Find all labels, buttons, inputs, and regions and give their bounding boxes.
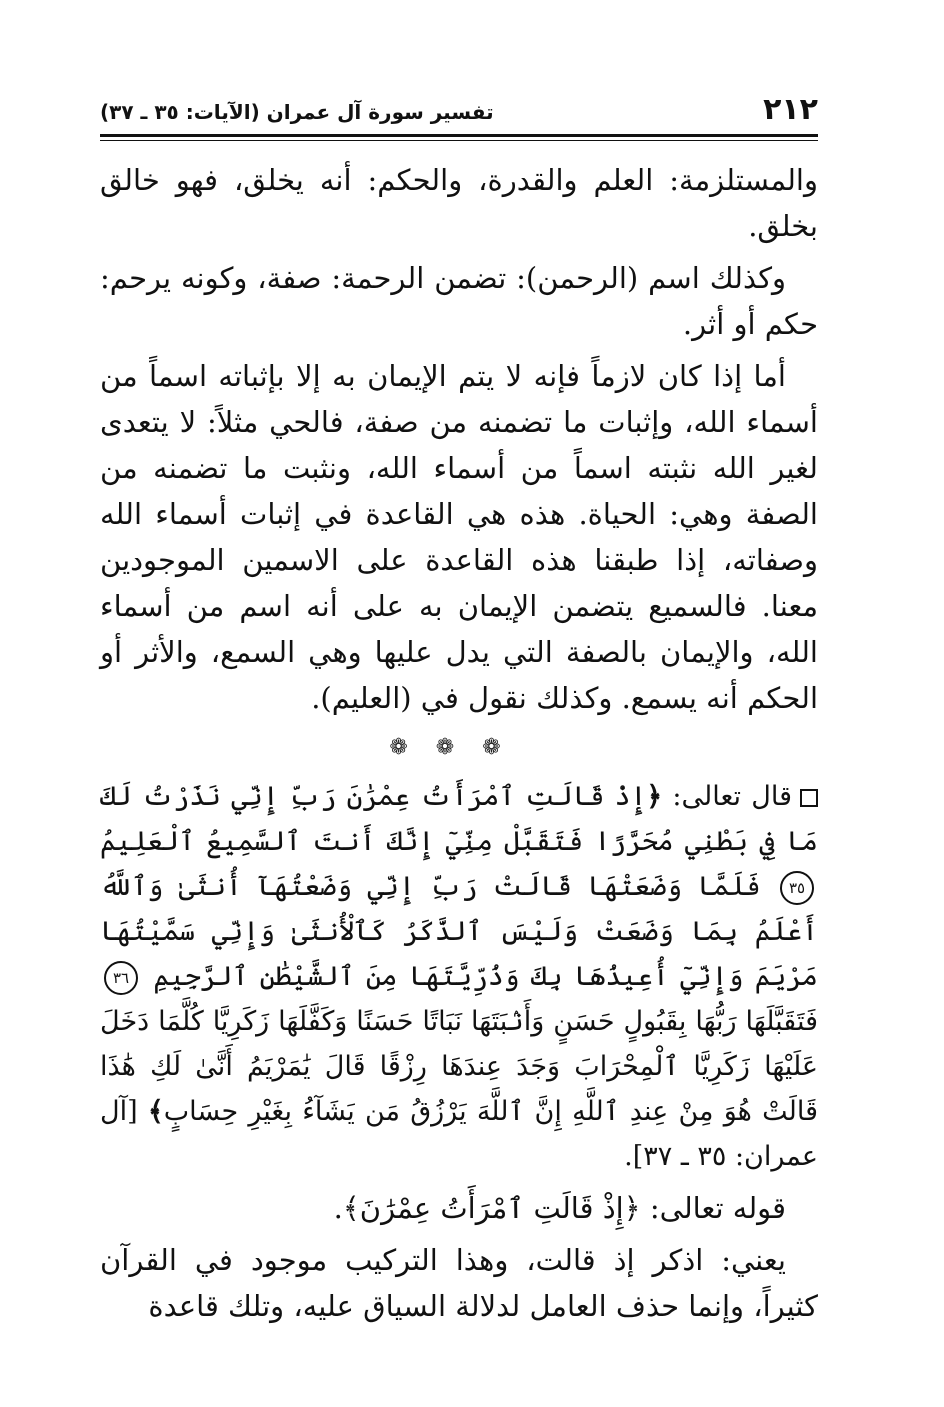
running-title: تفسير سورة آل عمران (الآيات: ٣٥ ـ ٣٧) (100, 100, 494, 124)
quran-paragraph (100, 774, 818, 1179)
ayah-number-35: ٣٥ (780, 871, 814, 905)
verse-36: فَلَمَّا وَضَعَتْهَا قَالَتْ رَبِّ إِنِّي وَضَعْتُهَآ أُنثَىٰ وَٱللَّهُ أَعْلَمُ بِمَا وَضَعَتْ وَلَيْسَ ٱلذَّكَرُ كَٱلْأُنثَىٰ وَإِنِّي سَمَّيْتُهَا مَرْيَمَ وَإِنِّيٓ أُعِيذُهَا بِكَ وَذُرِّيَّتَهَا مِنَ ٱلشَّيْطَٰنِ ٱلرَّجِيمِ (100, 871, 818, 992)
ayah-number-36: ٣٦ (104, 961, 138, 995)
commentary-end: . (333, 1191, 343, 1225)
square-bullet-icon (800, 789, 818, 807)
paragraph-1: والمستلزمة: العلم والقدرة، والحكم: أنه يخلق، فهو خالق بخلق. (100, 163, 818, 243)
header-rule-thin (100, 140, 818, 141)
body-text (100, 157, 818, 1329)
paragraph-2: وكذلك اسم (الرحمن): تضمن الرحمة: صفة، وكونه يرحم: حكم أو أثر. (100, 261, 818, 341)
section-divider: ❁❁❁ (389, 735, 529, 760)
page-number: ٢١٢ (763, 92, 818, 127)
verse-35: إِذْ قَالَتِ ٱمْرَأَتُ عِمْرَٰنَ رَبِّ إِنِّي نَذَرْتُ لَكَ مَا فِي بَطْنِي مُحَرَّرًا فَتَقَبَّلْ مِنِّيٓ إِنَّكَ أَنتَ ٱلسَّمِيعُ ٱلْعَلِيمُ (100, 781, 818, 857)
close-bracket: ﴾ (147, 1096, 164, 1127)
paragraph-3: أما إذا كان لازماً فإنه لا يتم الإيمان به إلا بإثباته اسماً من أسماء الله، وإثبات ما تضمنه من صفة، فالحي مثلاً: لا يتعدى لغير الله نثبته اسماً من أسماء الله، ونثبت ما تضمنه من الصفة وهي: الحياة. هذه هي القاعدة في إثبات أسماء الله وصفاته، إذا طبقنا هذه القاعدة على الاسمين الموجودين معنا. فالسميع يتضمن الإيمان به على أنه اسم من أسماء الله، والإيمان بالصفة التي يدل عليها وهي السمع، والأثر أو الحكم أنه يسمع. وكذلك نقول في (العليم). (100, 359, 818, 715)
commentary-heading (100, 1185, 818, 1231)
commentary-quote: ﴿إِذْ قَالَتِ ٱمْرَأَتُ عِمْرَٰنَ﴾ (342, 1191, 641, 1225)
verse-37: فَتَقَبَّلَهَا رَبُّهَا بِقَبُولٍ حَسَنٍ وَأَنۢبَتَهَا نَبَاتًا حَسَنًا وَكَفَّلَهَا زَكَرِيَّا كُلَّمَا دَخَلَ عَلَيْهَا زَكَرِيَّا ٱلْمِحْرَابَ وَجَدَ عِندَهَا رِزْقًا قَالَ يَٰمَرْيَمُ أَنَّىٰ لَكِ هَٰذَا قَالَتْ هُوَ مِنْ عِندِ ٱللَّهِ إِنَّ ٱللَّهَ يَرْزُقُ مَن يَشَآءُ بِغَيْرِ حِسَابٍ (100, 1006, 818, 1127)
page-header (100, 92, 818, 132)
open-bracket: ﴿ (646, 781, 663, 812)
quran-quote-block (100, 774, 818, 1179)
quran-citation: [آل عمران: ٣٥ ـ ٣٧]. (100, 1096, 818, 1172)
book-page (100, 92, 818, 1335)
commentary-lead: قوله تعالى: (649, 1191, 786, 1225)
commentary-paragraph: يعني: اذكر إذ قالت، وهذا التركيب موجود في القرآن كثيراً، وإنما حذف العامل لدلالة السياق عليه، وتلك قاعدة (100, 1243, 818, 1323)
header-rule-thick (100, 134, 818, 137)
quran-lead: قال تعالى: (672, 781, 792, 812)
